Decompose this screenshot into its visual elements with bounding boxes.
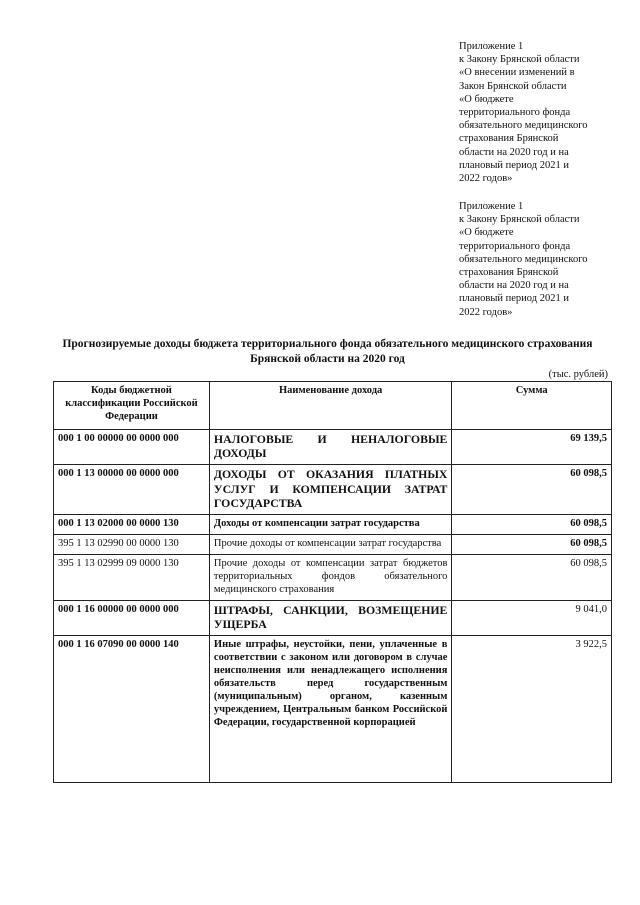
appendix-line: Закон Брянской области	[459, 80, 567, 92]
appendix-note-original	[459, 200, 610, 319]
budget-code: 395 1 13 02999 09 0000 130	[54, 555, 210, 601]
table-row	[54, 515, 612, 535]
table-row	[54, 535, 612, 555]
appendix-line: 2022 годов»	[459, 173, 513, 185]
table-row	[54, 636, 612, 783]
income-sum: 69 139,5	[452, 430, 612, 465]
table-row	[54, 465, 612, 515]
appendix-line: плановый период 2021 и	[459, 293, 569, 305]
header-name: Наименование дохода	[209, 382, 452, 430]
appendix-line: «О внесении изменений в	[459, 67, 575, 79]
budget-code: 000 1 16 00000 00 0000 000	[54, 601, 210, 636]
appendix-note-amending	[459, 40, 610, 185]
income-name: Иные штрафы, неустойки, пени, уплаченные в соответствии с законом или договором в случае неисполнения или ненадлежащего исполнения обязательств перед государственным (муниципальным) органом, казенным учреждением, Центральным банком Российской Федерации, государственной корпорацией	[209, 636, 452, 783]
appendix-line: территориального фонда	[459, 107, 571, 119]
header-codes: Коды бюджетной классификации Российской Федерации	[54, 382, 210, 430]
appendix-line: обязательного медицинского	[459, 253, 588, 265]
income-sum: 60 098,5	[452, 535, 612, 555]
budget-code: 395 1 13 02990 00 0000 130	[54, 535, 210, 555]
appendix-line: к Закону Брянской области	[459, 54, 580, 66]
income-sum: 3 922,5	[452, 636, 612, 783]
budget-code: 000 1 00 00000 00 0000 000	[54, 430, 210, 465]
appendix-line: 2022 годов»	[459, 306, 513, 318]
income-name: ШТРАФЫ, САНКЦИИ, ВОЗМЕЩЕНИЕ УЩЕРБА	[209, 601, 452, 636]
table-row	[54, 601, 612, 636]
income-sum: 9 041,0	[452, 601, 612, 636]
income-sum: 60 098,5	[452, 555, 612, 601]
table-row	[54, 430, 612, 465]
budget-code: 000 1 13 00000 00 0000 000	[54, 465, 210, 515]
appendix-line: территориального фонда	[459, 240, 571, 252]
appendix-line: к Закону Брянской области	[459, 214, 580, 226]
appendix-line: обязательного медицинского	[459, 120, 588, 132]
income-name: Доходы от компенсации затрат государства	[209, 515, 452, 535]
income-name: НАЛОГОВЫЕ И НЕНАЛОГОВЫЕ ДОХОДЫ	[209, 430, 452, 465]
appendix-line: Приложение 1	[459, 41, 524, 52]
appendix-line: плановый период 2021 и	[459, 159, 569, 171]
income-sum: 60 098,5	[452, 515, 612, 535]
income-name: Прочие доходы от компенсации затрат бюджетов территориальных фондов обязательного медицинского страхования	[209, 555, 452, 601]
budget-code: 000 1 16 07090 00 0000 140	[54, 636, 210, 783]
income-sum: 60 098,5	[452, 465, 612, 515]
income-table	[53, 381, 612, 783]
appendix-line: области на 2020 год и на	[459, 280, 569, 292]
appendix-line: области на 2020 год и на	[459, 146, 569, 158]
table-row	[54, 555, 612, 601]
table-header-row	[54, 382, 612, 430]
appendix-line: страхования Брянской	[459, 267, 559, 279]
appendix-line: «О бюджете	[459, 227, 514, 239]
income-name: Прочие доходы от компенсации затрат государства	[209, 535, 452, 555]
budget-code: 000 1 13 02000 00 0000 130	[54, 515, 210, 535]
income-name: ДОХОДЫ ОТ ОКАЗАНИЯ ПЛАТНЫХ УСЛУГ И КОМПЕНСАЦИИ ЗАТРАТ ГОСУДАРСТВА	[209, 465, 452, 515]
appendix-line: «О бюджете	[459, 93, 514, 105]
appendix-line: Приложение 1	[459, 201, 524, 212]
document-title: Прогнозируемые доходы бюджета территориального фонда обязательного медицинского страхования Брянской области на 2020 год	[62, 338, 593, 365]
units-label: (тыс. рублей)	[548, 369, 608, 380]
header-sum: Сумма	[452, 382, 612, 430]
appendix-line: страхования Брянской	[459, 133, 559, 145]
